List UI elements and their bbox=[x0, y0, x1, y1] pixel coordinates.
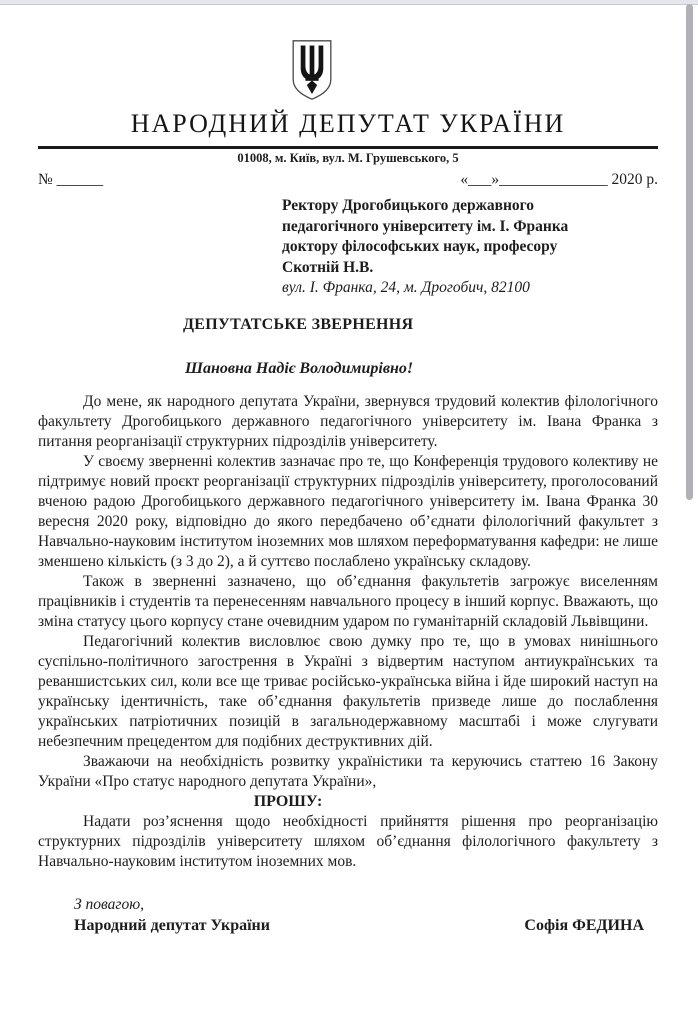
letterhead-address: 01008, м. Київ, вул. М. Грушевського, 5 bbox=[237, 151, 459, 165]
letterhead-divider bbox=[38, 146, 658, 149]
document-number-blank: № ______ bbox=[38, 171, 104, 188]
scrollbar-thumb[interactable] bbox=[686, 4, 693, 500]
signature-row bbox=[74, 917, 658, 935]
addressee-line: Ректору Дрогобицького державного bbox=[282, 197, 535, 214]
addressee-block bbox=[282, 196, 658, 299]
body-paragraph: У своєму зверненні колектив зазначає про те, що Конференція трудового колективу не підтримує новий проєкт реорганізації структурних підрозділів університету, проголосований вченою радою Дрогобицького державного педагогічного університету ім. Івана Франка 30 вересня 2020 року, відповідно до якого передбачено об’єднати філологічний факультет з Навчально-науковим інститутом іноземних мов шляхом переформатування кафедри: не лише зменшено кількість (з 3 до 2), а й суттєво послаблено українську складову. bbox=[38, 452, 658, 570]
body-paragraph: До мене, як народного депутата України, звернувся трудовий колектив філологічного факультету Дрогобицького державного педагогічного університету ім. Івана Франка з питання реорганізації структурних підрозділів університету. bbox=[38, 392, 658, 450]
addressee-line: доктору філософських наук, професору bbox=[282, 238, 558, 255]
trident-emblem-icon bbox=[289, 38, 335, 102]
addressee-line: Скотній Н.В. bbox=[282, 258, 374, 276]
reference-line bbox=[38, 171, 658, 189]
signature-position: Народний депутат України bbox=[74, 916, 270, 934]
addressee-street-address: вул. І. Франка, 24, м. Дрогобич, 82100 bbox=[282, 279, 530, 296]
request-paragraph: Надати роз’яснення щодо необхідності прийняття рішення про реорганізацію структурних підрозділів університету шляхом об’єднання філологічного факультету з Навчально-науковим інститутом іноземних мов. bbox=[38, 812, 658, 870]
viewer-top-bar bbox=[0, 0, 698, 5]
body-paragraph: Зважаючи на необхідність розвитку україністики та керуючись статтею 16 Закону України «Про статус народного депутата України», bbox=[38, 752, 658, 790]
signature-closing: З повагою, bbox=[74, 895, 145, 913]
signature-name: Софія ФЕДИНА bbox=[524, 916, 644, 934]
body-paragraph: Педагогічний колектив висловлює свою думку про те, що в умовах нинішнього суспільно-політичного загострення в Україні з відвертим наступом антиукраїнських та реваншистських сил, коли все ще триває російсько-українська війна і йде широкий наступ на українську ідентичність, таке об’єднання факультетів призведе лише до послаблення українських патріотичних позицій в загальнодержавному масштабі і може слугувати небезпечним прецедентом для подібних деструктивних дій. bbox=[38, 632, 658, 750]
letterhead-title: НАРОДНИЙ ДЕПУТАТ УКРАЇНИ bbox=[130, 109, 566, 138]
letterhead bbox=[38, 38, 658, 166]
salutation: Шановна Надіє Володимирівно! bbox=[185, 359, 414, 377]
body-paragraph: Також в зверненні зазначено, що об’єднання факультетів загрожує виселенням працівників і студентів та перенесенням навчального процесу в інший корпус. Вважають, що зміна статусу цього корпусу стане очевидним ударом по гуманітарній складовій Львівщини. bbox=[38, 572, 658, 630]
addressee-line: педагогічного університету ім. І. Франка bbox=[282, 217, 569, 235]
document-title: ДЕПУТАТСЬКЕ ЗВЕРНЕННЯ bbox=[183, 315, 414, 333]
request-heading: ПРОШУ: bbox=[253, 792, 323, 810]
document-date-blank: «___»______________ 2020 р. bbox=[460, 171, 658, 188]
